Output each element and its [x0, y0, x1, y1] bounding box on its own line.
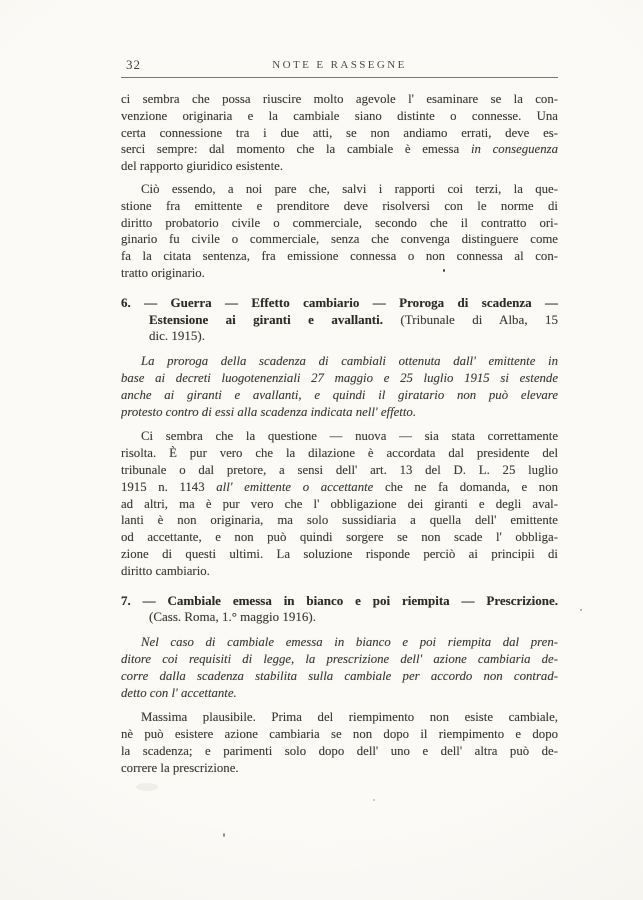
text-segment: che ne fa domanda, e non [373, 479, 558, 494]
scan-speck [223, 833, 225, 837]
text-line: ad altri, ma è pur vero che l' obbligazione dei giranti e degli aval- [121, 496, 558, 511]
text-line [121, 479, 558, 496]
text-line: nè può esistere azione cambiaria se non dopo il riempimento e dopo [121, 727, 558, 742]
case-reference: dic. 1915). [149, 328, 205, 344]
scan-speck [373, 799, 375, 801]
text-line: ci sembra che possa riuscire molto agevole l' esaminare se la con- [121, 92, 558, 106]
text-line: ditore coi requisiti di legge, la prescrizione dell' azione cambiaria de- [121, 651, 558, 666]
running-title: NOTE E RASSEGNE [272, 59, 407, 71]
text-line: risolta. È pur vero che la dilazione è accordata dal presidente del [121, 446, 558, 461]
text-line: tribunale o dal pretore, a sensi dell' art. 13 del D. L. 25 luglio [121, 462, 558, 477]
text-line: Nel caso di cambiale emessa in bianco e poi riempita dal pren- [141, 635, 558, 650]
text-line: ginario fu civile o commerciale, senza che convenga distinguere come [121, 232, 558, 247]
text-line: correre la prescrizione. [121, 760, 239, 775]
text-line: protesto contro di essi alla scadenza indicata nell' effetto. [121, 404, 417, 419]
text-line: certa connessione tra i due atti, se non andiamo errati, deve es- [121, 125, 558, 140]
text-line: venzione originaria e la cambiale siano distinte o connesse. Una [121, 108, 558, 123]
text-line: Massima plausibile. Prima del riempimento non esiste cambiale, [141, 710, 558, 725]
page-number: 32 [126, 57, 141, 72]
text-line: diritto cambiario. [121, 563, 210, 578]
text-segment: 1915 n. 1143 [121, 479, 217, 494]
text-line: La proroga della scadenza di cambiali ottenuta dall' emittente in [141, 354, 558, 369]
text-line [121, 141, 558, 158]
section-7-heading [121, 593, 558, 627]
text-line: stione fra emittente e prenditore deve risolversi con le norme di [121, 198, 558, 213]
scan-speck [443, 269, 445, 272]
case-reference: (Tribunale di Alba, 15 [400, 311, 558, 327]
text-line: lanti è non originaria, ma solo sussidiaria a quella dell' emittente [121, 513, 558, 528]
text-line: detto con l' accettante. [121, 685, 237, 700]
section-6-comment [121, 428, 558, 579]
scan-speck [580, 609, 582, 611]
italic-phrase: all' emittente o accettante [216, 479, 374, 494]
paragraph-intro-2 [121, 181, 558, 282]
text-segment: Estensione ai giranti e avallanti. [149, 311, 401, 327]
text-line: anche ai giranti e avallanti, e quindi il giratario non può elevare [121, 387, 558, 402]
text-line: base ai decreti luogotenenziali 27 maggio e 25 luglio 1915 si estende [121, 370, 558, 385]
italic-phrase: in conseguenza [470, 142, 558, 157]
text-line: corre dalla scadenza stabilita sulla cambiale per accordo non contrad- [121, 668, 558, 683]
body-text [121, 91, 558, 776]
section-6-massima [121, 353, 558, 420]
header-rule [121, 77, 558, 78]
text-line: 6. — Guerra — Effetto cambiario — Proroga di scadenza — [121, 294, 558, 310]
text-line: diritto probatorio civile o commerciale, secondo che il contratto ori- [121, 215, 558, 230]
text-line: Ci sembra che la questione — nuova — sia stata correttamente [141, 429, 558, 444]
text-segment: serci sempre: dal momento che la cambiale è emessa [121, 142, 471, 157]
section-7-massima [121, 634, 558, 701]
text-line [121, 312, 558, 329]
scan-smudge [136, 783, 158, 791]
text-line: fa la citata sentenza, fra emissione connessa o non connessa al con- [121, 249, 558, 264]
text-line: od accettante, e non può quindi sorgere se non scade l' obbliga- [121, 530, 558, 545]
text-line: la scadenza; e parimenti solo dopo dell' uno e dell' altra può de- [121, 743, 558, 758]
section-6-heading [121, 295, 558, 345]
text-line: Ciò essendo, a noi pare che, salvi i rapporti coi terzi, la que- [141, 181, 558, 196]
text-line: tratto originario. [121, 265, 205, 280]
page-header [121, 57, 558, 73]
text-line: 7. — Cambiale emessa in bianco e poi riempita — Prescrizione. [121, 592, 558, 608]
section-7-comment [121, 709, 558, 776]
paragraph-intro-continuation [121, 91, 558, 175]
case-reference: (Cass. Roma, 1.° maggio 1916). [149, 609, 316, 625]
text-line: zione di questi ultimi. La soluzione risponde perciò ai principii di [121, 546, 558, 561]
page-content [121, 57, 558, 776]
text-line: del rapporto giuridico esistente. [121, 159, 284, 174]
